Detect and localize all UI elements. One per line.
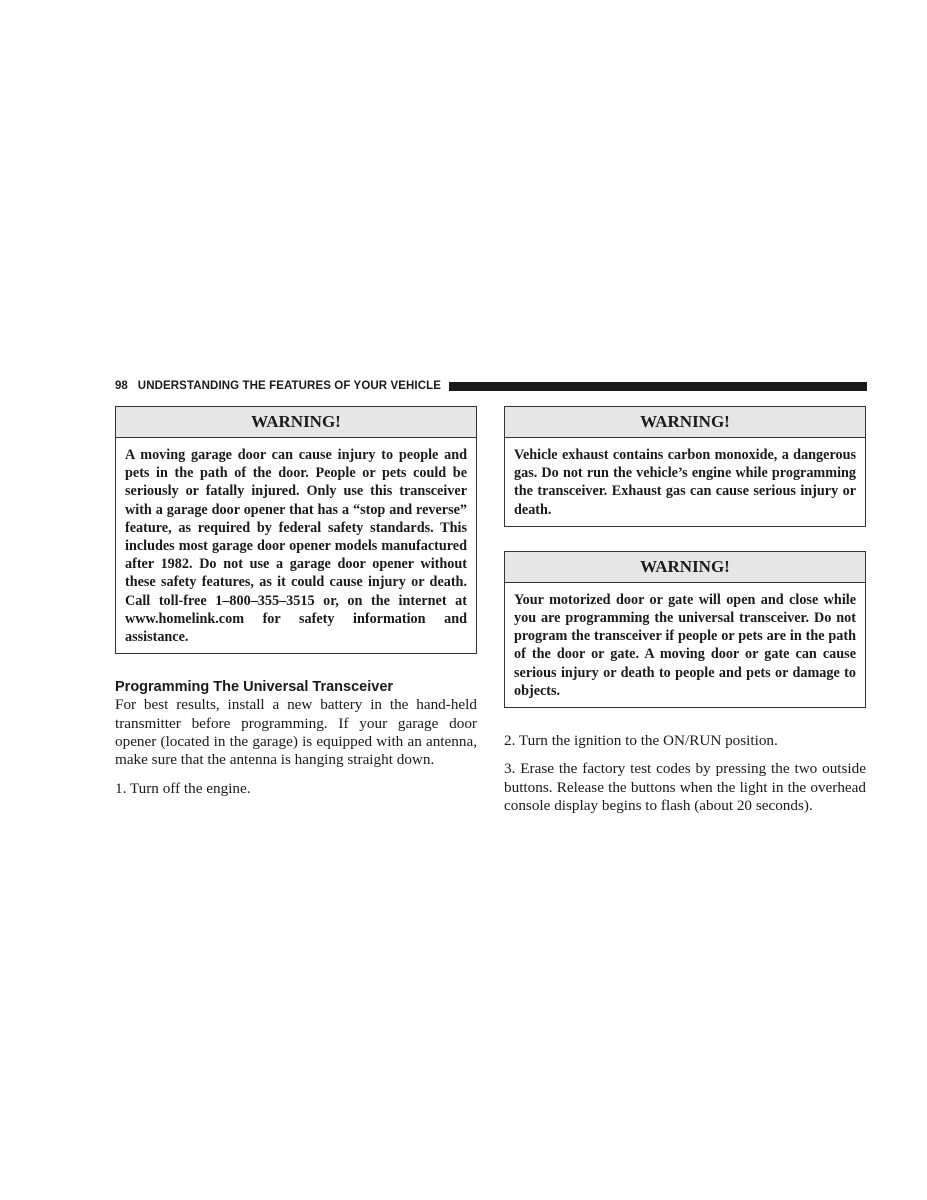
warning-box-garage-door bbox=[115, 406, 477, 654]
warning-box-motorized-door bbox=[504, 551, 866, 708]
warning-title: WARNING! bbox=[505, 407, 865, 438]
step-3: 3. Erase the factory test codes by pressing the two outside buttons. Release the buttons when the light in the overhead console display begins to flash (about 20 seconds). bbox=[504, 760, 866, 815]
paragraph-best-results: For best results, install a new battery in the hand-held transmitter before programming. If your garage door opener (located in the garage) is equipped with an antenna, make sure that the antenna is hanging straight down. bbox=[115, 696, 477, 769]
page-number: 98 bbox=[115, 380, 128, 392]
left-column bbox=[115, 406, 477, 808]
warning-text: Vehicle exhaust contains carbon monoxide, a dangerous gas. Do not run the vehicle’s engine while programming the transceiver. Exhaust gas can cause serious injury or death. bbox=[514, 447, 856, 518]
section-title: UNDERSTANDING THE FEATURES OF YOUR VEHICLE bbox=[137, 380, 442, 392]
step-2: 2. Turn the ignition to the ON/RUN position. bbox=[504, 732, 778, 750]
header-rule bbox=[449, 382, 867, 391]
subheading-programming: Programming The Universal Transceiver bbox=[115, 679, 394, 696]
warning-box-exhaust bbox=[504, 406, 866, 527]
warning-text: A moving garage door can cause injury to people and pets in the path of the door. People or pets could be seriously or fatally injured. Only use this transceiver with a garage door opener that has a “stop and reverse” feature, as required by federal safety standards. This includes most garage door opener models manufactured after 1982. Do not use a garage door opener without these safety features, as it could cause injury or death. Call toll-free 1–800–355–3515 or, on the internet at www.homelink.com for safety information and assistance. bbox=[125, 447, 467, 646]
step-1: 1. Turn off the engine. bbox=[115, 779, 251, 797]
warning-title: WARNING! bbox=[116, 407, 476, 438]
right-column bbox=[504, 406, 866, 826]
page-header bbox=[115, 378, 867, 394]
warning-text: Your motorized door or gate will open and close while you are programming the universal transceiver. Do not program the transceiver if people or pets are in the path of the door or gate. A moving door or gate can cause serious injury or death to people and pets or damage to objects. bbox=[514, 591, 856, 699]
warning-title: WARNING! bbox=[505, 552, 865, 583]
